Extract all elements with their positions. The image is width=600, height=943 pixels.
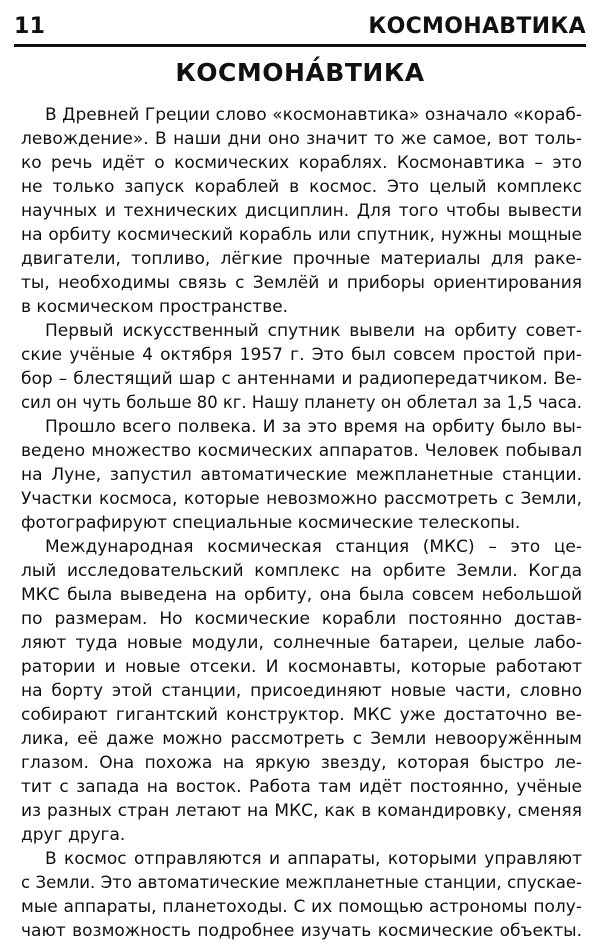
text-line: лый исследовательский комплекс на орбите Земли. Когда [21, 561, 582, 581]
text-line: бор – блестящий шар с антеннами и радиопередатчиком. Ве- [21, 369, 582, 389]
text-line: ко речь идёт о космических кораблях. Космонавтика – это [21, 153, 582, 173]
text-line: ты, необходимы связь с Землёй и приборы ориентирования [21, 273, 582, 293]
text-line: МКС была выведена на орбиту, она была совсем небольшой [21, 585, 582, 605]
text-line: лика, её даже можно рассмотреть с Земли невооружённым [21, 729, 582, 749]
article-title: КОСМОНА́ВТИКА [175, 58, 425, 87]
text-line: из разных стран летают на МКС, как в командировку, сменяя [21, 801, 582, 821]
article-body [21, 103, 582, 943]
text-line: мые аппараты, планетоходы. С их помощью астрономы полу- [21, 897, 582, 917]
text-line: ведено множество космических аппаратов. Человек побывал [21, 441, 582, 461]
text-line: В Древней Греции слово «космонавтика» означало «кораб- [45, 105, 582, 125]
text-line: ские учёные 4 октября 1957 г. Это был совсем простой при- [21, 345, 582, 365]
text-line: научных и технических дисциплин. Для того чтобы вывести [21, 201, 582, 221]
text-line: чают возможность подробнее изучать космические объекты. [21, 921, 582, 941]
text-line: друг друга. [21, 825, 126, 845]
text-line: по размерам. Но космические корабли постоянно достав- [21, 609, 582, 629]
text-line: собирают гигантский конструктор. МКС уже достаточно ве- [21, 705, 582, 725]
text-line: глазом. Она похожа на яркую звезду, которая быстро ле- [21, 753, 582, 773]
text-line: Участки космоса, которые невозможно рассмотреть с Земли, [21, 489, 582, 509]
text-line: тит с запада на восток. Работа там идёт постоянно, учёные [21, 777, 582, 797]
text-line: на орбиту космический корабль или спутник, нужны мощные [21, 225, 582, 245]
page-number: 11 [14, 13, 46, 39]
text-line: с Земли. Это автоматические межпланетные станции, спускае- [21, 873, 582, 892]
paragraph [21, 847, 582, 943]
text-line: Первый искусственный спутник вывели на орбиту совет- [45, 321, 582, 341]
text-line: В космос отправляются и аппараты, которыми управляют [45, 849, 582, 869]
text-line: на борту этой станции, присоединяют новые части, словно [21, 681, 582, 701]
section-title: КОСМОНАВТИКА [368, 13, 586, 39]
text-line: двигатели, топливо, лёгкие прочные материалы для раке- [21, 249, 582, 269]
paragraph [21, 415, 582, 535]
running-header [14, 10, 586, 42]
text-line: ляют туда новые модули, солнечные батареи, целые лабо- [21, 633, 582, 653]
text-line: фотографируют специальные космические телескопы. [21, 513, 521, 533]
text-line: левождение». В наши дни оно значит то же самое, вот толь- [21, 129, 582, 149]
paragraph [21, 103, 582, 319]
text-line: ратории и новые отсеки. И космонавты, которые работают [21, 657, 582, 677]
text-line: на Луне, запустил автоматические межпланетные станции. [21, 465, 582, 485]
text-line: Прошло всего полвека. И за это время на орбиту было вы- [45, 417, 582, 437]
text-line: не только запуск кораблей в космос. Это целый комплекс [21, 177, 582, 197]
text-line: в космическом пространстве. [21, 297, 289, 317]
text-line: Международная космическая станция (МКС) – это це- [45, 537, 582, 557]
paragraph [21, 535, 582, 847]
paragraph [21, 319, 582, 415]
header-divider [14, 44, 586, 47]
text-line: сил он чуть больше 80 кг. Нашу планету он облетал за 1,5 часа. [21, 393, 582, 412]
